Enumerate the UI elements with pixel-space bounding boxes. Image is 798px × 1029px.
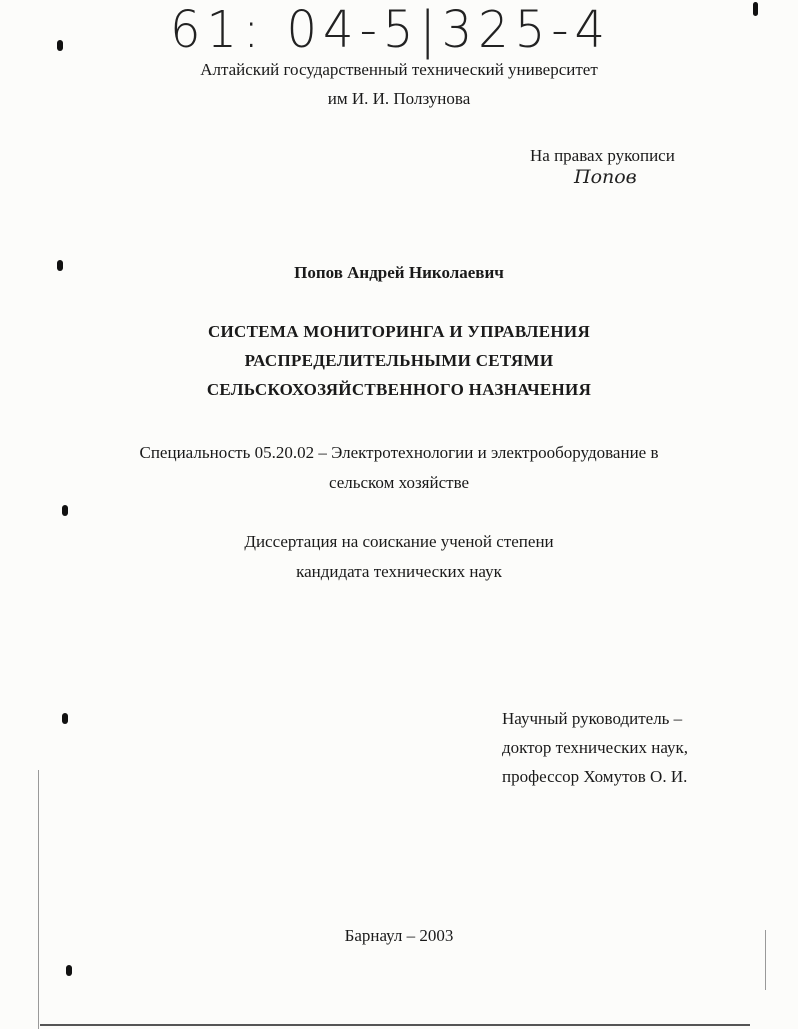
- handwritten-catalog-number: 61: 04-5|325-4: [170, 0, 612, 60]
- binding-hole-mark: [62, 505, 68, 516]
- university-name: Алтайский государственный технический университет: [200, 60, 598, 79]
- scan-edge-line: [765, 930, 766, 990]
- supervisor-line-2: доктор технических наук,: [502, 738, 689, 757]
- binding-hole-mark: [62, 713, 68, 724]
- supervisor-line-1: Научный руководитель –: [502, 709, 683, 728]
- binding-hole-mark: [57, 260, 63, 271]
- dissertation-degree-line-1: Диссертация на соискание ученой степени: [244, 532, 554, 551]
- city-and-year: Барнаул – 2003: [344, 926, 454, 945]
- scan-edge-line: [38, 770, 39, 1029]
- dissertation-degree-line-2: кандидата технических наук: [296, 562, 502, 581]
- author-signature: Попов: [574, 166, 637, 188]
- specialty-line-2: сельском хозяйстве: [328, 473, 470, 492]
- supervisor-line-3: профессор Хомутов О. И.: [502, 767, 688, 786]
- thesis-title-line-1: СИСТЕМА МОНИТОРИНГА И УПРАВЛЕНИЯ: [207, 322, 591, 341]
- scan-bottom-edge: [40, 1024, 750, 1026]
- binding-hole-mark: [57, 40, 63, 51]
- scan-mark: [753, 2, 758, 16]
- author-name: Попов Андрей Николаевич: [294, 263, 504, 282]
- thesis-title-line-2: РАСПРЕДЕЛИТЕЛЬНЫМИ СЕТЯМИ: [244, 351, 554, 370]
- university-dedication: им И. И. Ползунова: [327, 89, 471, 108]
- binding-hole-mark: [66, 965, 72, 976]
- specialty-line-1: Специальность 05.20.02 – Электротехнологии и электрооборудование в: [139, 443, 659, 462]
- thesis-title-line-3: СЕЛЬСКОХОЗЯЙСТВЕННОГО НАЗНАЧЕНИЯ: [206, 380, 592, 399]
- manuscript-rights-label: На правах рукописи: [530, 146, 675, 165]
